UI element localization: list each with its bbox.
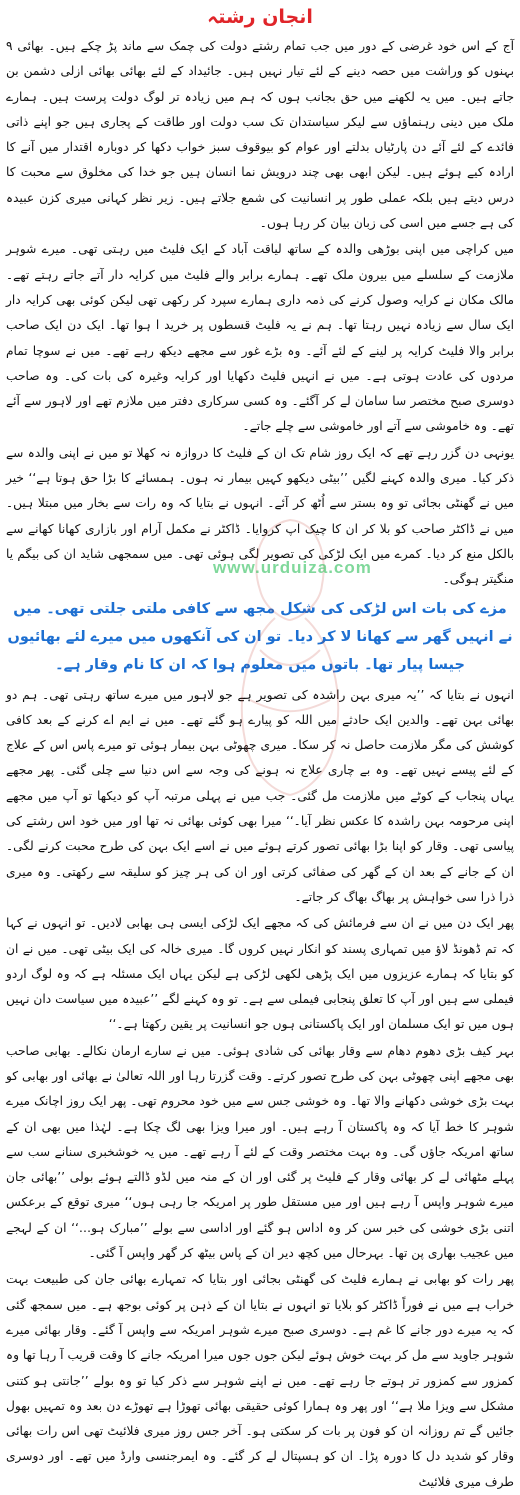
article-title: انجان رشتہ — [207, 6, 313, 28]
article-paragraph: آج کے اس خود غرضی کے دور میں جب تمام رشتے دولت کی چمک سے ماند پڑ چکے ہیں۔ بھائی ۹ بہنوں کو وراشت میں حصہ دینے کے لئے تیار نہیں ہیں۔ جائیداد کے لئے بھائی بھائی ازلی دشمن بن جاتے ہیں۔ میں یہ لکھنے میں حق بجانب ہوں کہ ہم میں زیادہ تر لوگ دولت پرست ہیں۔ ہمارے ملک میں دینی رہنماؤں سے لیکر سیاستدان تک سب دولت اور طاقت کے پجاری ہیں جو اپنے ذاتی فائدے کے لئے آئے دن پارٹیاں بدلتے اور عوام کو بیوقوف سبز خواب دکھا کر دوبارہ اقتدار میں آنے کا ارادہ کیے ہوئے ہیں۔ لیکن ابھی بھی چند درویش نما انسان ہیں جو خدا کی مخلوق سے محبت کا درس دیتے ہیں بلکہ عملی طور پر انسانیت کی شمع جلاتے ہیں۔ زیر نظر کہانی میری کزن عبیدہ کی ہے جسے میں اسی کی زبان بیان کر رہا ہوں۔ — [6, 39, 514, 231]
article-paragraph: بہر کیف بڑی دھوم دھام سے وقار بھائی کی شادی ہوئی۔ میں نے سارے ارمان نکالے۔ بھابی صاحب بھی مجھے اپنی چھوٹی بہن کی طرح تصور کرتے۔ وقت گزرتا رہا اور اللہ تعالیٰ نے بھائی اور بھابی کو بہت بڑی خوشی دکھانے والا تھا۔ وہ خوشی جس سے میں خود محروم تھی۔ پھر ایک روز اچانک میرے شوہر کا خط آیا کہ وہ پاکستان آ رہے ہیں۔ اور میرا ویزا بھی لگ چکا ہے۔ لہٰذا میں بھی ان کے ساتھ امریکہ جاؤں گی۔ وہ بہت مختصر وقت کے لئے آ رہے تھے۔ میں یہ خوشخبری سنانے سب سے پہلے مٹھائی لے کر بھائی وقار کے فلیٹ پر گئی اور ان کے منہ میں لڈو ڈالتے ہوئے بولی ’’بھائی جان میرے شوہر واپس آ رہے ہیں اور میں مستقل طور پر امریکہ جا رہی ہوں‘‘ میری توقع کے برعکس اتنی بڑی خوشی کی خبر سن کر وہ اداس ہو گئے اور اداسی سے بولے ’’مبارک ہو…‘‘ ان کے لہجے میں عجیب بھاری پن تھا۔ بہرحال میں کچھ دیر ان کے پاس بیٹھ کر گھر واپس آ گئی۔ — [6, 1043, 514, 1261]
article-paragraph: میں کراچی میں اپنی بوڑھی والدہ کے ساتھ لیاقت آباد کے ایک فلیٹ میں رہتی تھی۔ میرے شوہر ملازمت کے سلسلے میں بیرون ملک تھے۔ ہمارے برابر والے فلیٹ میں کرایہ دار آتے جاتے رہتے تھے۔ مالک مکان نے کرایہ وصول کرنے کی ذمہ داری ہمارے سپرد کر رکھی تھی لیکن کوئی بھی کرایہ دار ایک سال سے زیادہ نہیں رہتا تھا۔ ہم نے یہ فلیٹ قسطوں پر خرید ا ہوا تھا۔ ایک دن ایک صاحب برابر والا فلیٹ کرایہ پر لینے کے لئے آئے۔ وہ بڑے غور سے مجھے دیکھ رہے تھے۔ میں نے سوچا تمام مردوں کی عادت ہوتی ہے۔ میں نے انہیں فلیٹ دکھایا اور کرایہ وغیرہ کی بات کی۔ وہ صاحب دوسری صبح مختصر سا سامان لے کر آگئے۔ وہ کسی سرکاری دفتر میں ملازم تھے اور لاہور سے آئے تھے۔ وہ خاموشی سے آتے اور خاموشی سے چلے جاتے۔ — [6, 242, 514, 434]
article-paragraph: پھر ایک دن میں نے ان سے فرمائش کی کہ مجھے ایک لڑکی ایسی ہی بھابی لادیں۔ تو انہوں نے کہا کہ تم ڈھونڈ لاؤ میں تمہاری پسند کو انکار نہیں کروں گا۔ میری خالہ کی ایک بیٹی تھی۔ میں نے ان کو بتایا کہ ہمارے عزیزوں میں ایک پڑھی لکھی لڑکی ہے لیکن یہاں ایک مسئلہ ہے کہ وہ لوگ اردو فیملی سے ہیں اور آپ کا تعلق پنجابی فیملی سے ہے۔ تو وہ کہنے لگے ’’عبیدہ میں سیاست دان نہیں ہوں میں تو ایک مسلمان اور ایک پاکستانی ہوں جو انسانیت پر یقین رکھتا ہے۔‘‘ — [6, 916, 514, 1032]
watermark-text: www.urduiza.com — [213, 558, 372, 577]
pull-quote: مزے کی بات اس لڑکی کی شکل مجھ سے کافی ملتی جلتی تھی۔ میں نے انہیں گھر سے کھانا لا کر دیا۔ تو ان کی آنکھوں میں میرے لئے بھائیوں جیسا پیار تھا۔ باتوں میں معلوم ہوا کہ ان کا نام وقار ہے۔ — [7, 600, 513, 673]
article-paragraph: پھر رات کو بھابی نے ہمارے فلیٹ کی گھنٹی بجائی اور بتایا کہ تمہارے بھائی جان کی طبیعت بہت خراب ہے میں نے فوراً ڈاکٹر کو بلایا تو انہوں نے بتایا ان کے ذہن پر کوئی بوجھ ہے۔ میں سمجھ گئی کہ یہ میرے دور جانے کا غم ہے۔ دوسری صبح میرے شوہر امریکہ سے واپس آ گئے۔ وقار بھائی میرے شوہر جاوید سے مل کر بہت خوش ہوئے لیکن جوں جوں میرا امریکہ جانے کا وقت قریب آ رہا تھا وہ کمزور سے کمزور تر ہوتے جا رہے تھے۔ میں نے اپنے شوہر سے ذکر کیا تو وہ بولے ’’جانتی ہو کتنی مشکل سے ویزا ملا ہے‘‘ اور پھر وہ ہمارا کوئی حقیقی بھائی تھوڑا ہے تھوڑے دن بعد وہ تمہیں بھول جائیں گے تم روزانہ ان کو فون پر بات کر سکتی ہو۔ آخر جس روز میری فلائیٹ تھی اس رات بھائی وقار کو شدید دل کا دورہ پڑا۔ ان کو ہسپتال لے کر گئے۔ وہ ایمرجنسی وارڈ میں تھے۔ اور دوسری طرف میری فلائیٹ — [6, 1272, 514, 1489]
article-paragraph: انہوں نے بتایا کہ ’’یہ میری بہن راشدہ کی تصویر ہے جو لاہور میں میرے ساتھ رہتی تھی۔ ہم دو بھائی بہن تھے۔ والدین ایک حادثے میں اللہ کو پیارے ہو گئے تھے۔ میں نے ایم اے کرنے کے بعد کافی کوشش کی مگر ملازمت حاصل نہ کر سکا۔ میری چھوٹی بہن بیمار ہوئی تو میرے پاس اس کے علاج کے لئے پیسے نہیں تھے۔ وہ بے چاری علاج نہ ہونے کی وجہ سے اس دنیا سے چلی گئی۔ پھر مجھے یہاں پنجاب کے کوٹے میں ملازمت مل گئی۔ جب میں نے پہلی مرتبہ آپ کو دیکھا تو آپ میں مجھے اپنی مرحومہ بہن راشدہ کا عکس نظر آیا۔‘‘ میرا بھی کوئی بھائی نہ تھا اور میں خود اس رشتے کی پیاسی تھی۔ وقار کو اپنا بڑا بھائی تصور کرتے ہوئے میں نے اسے ایک بہن کی طرح محبت کرنے لگی۔ ان کے جانے کے بعد ان کے گھر کی صفائی کرتی اور ان کی ہر چیز کو سلیقہ سے رکھتی۔ وہ میری ذرا ذرا سی خواہش پر بھاگ بھاگ کر جاتے۔ — [6, 687, 514, 904]
article-paragraph: یونہی دن گزر رہے تھے کہ ایک روز شام تک ان کے فلیٹ کا دروازہ نہ کھلا تو میں نے اپنی والدہ سے ذکر کیا۔ میری والدہ کہنے لگیں ’’بیٹی دیکھو کہیں بیمار نہ ہوں۔ ہمسائے کا بڑا حق ہوتا ہے‘‘ خیر میں نے گھنٹی بجائی تو وہ بستر سے اُٹھ کر آئے۔ انہوں نے بتایا کہ وہ رات سے بخار میں مبتلا ہیں۔ میں نے ڈاکٹر صاحب کو بلا کر ان کا چیک اپ کروایا۔ ڈاکٹر نے مکمل آرام اور بازاری کھانا کھانے سے بالکل منع کر دیا۔ کمرے میں ایک لڑکی کی تصویر لگی ہوئی تھی۔ میں سمجھی شاید ان کی بیگم یا منگیتر ہوگی۔ — [6, 445, 514, 587]
